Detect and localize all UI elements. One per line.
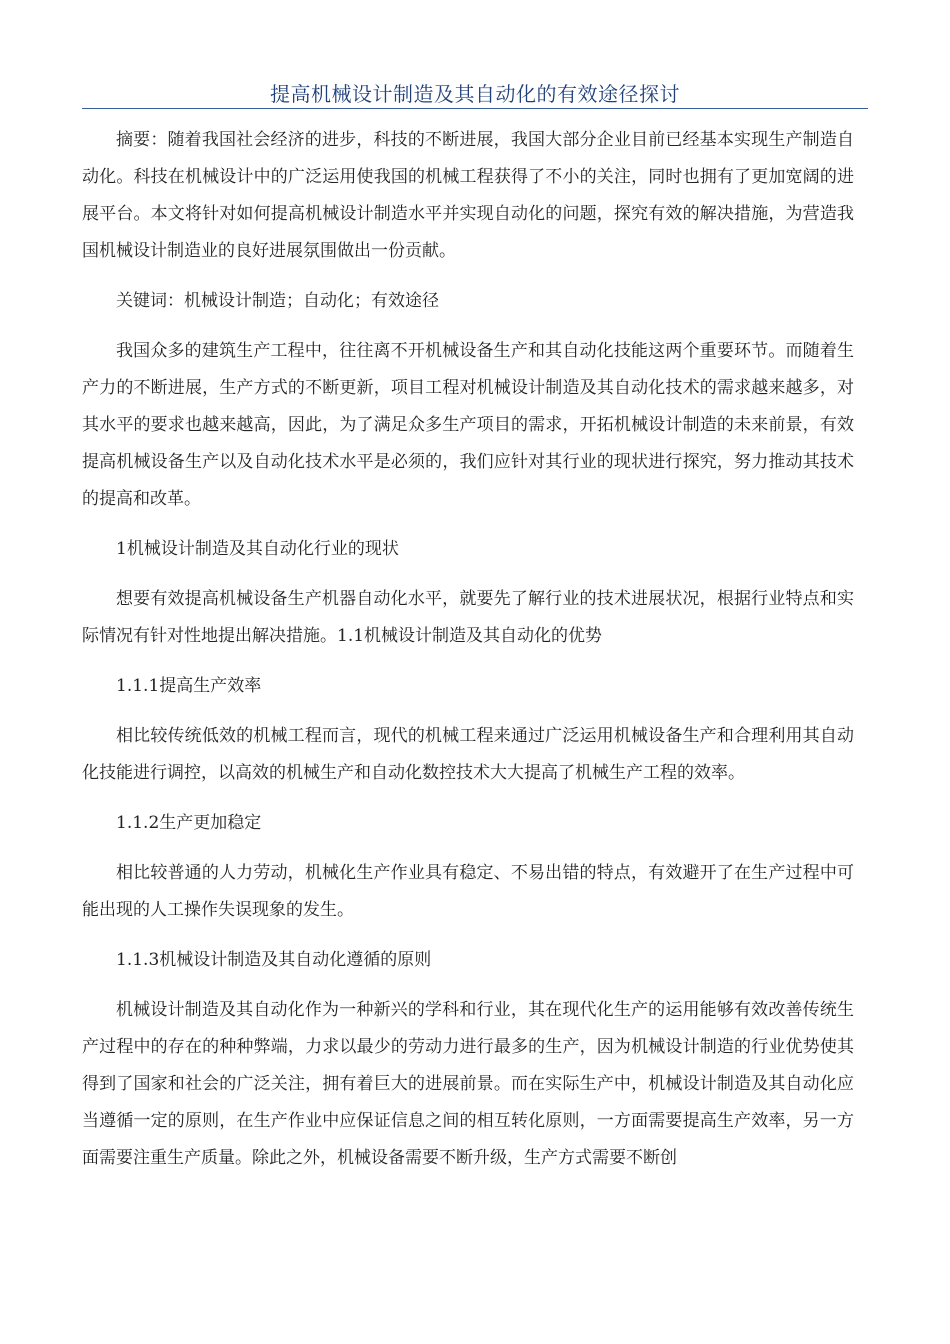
intro-paragraph: 我国众多的建筑生产工程中，往往离不开机械设备生产和其自动化技能这两个重要环节。而随着生产力的不断进展，生产方式的不断更新，项目工程对机械设计制造及其自动化技术的需求越来越多，对其水平的要求也越来越高，因此，为了满足众多生产项目的需求，开拓机械设计制造的未来前景，有效提高机械设备生产以及自动化技术水平是必须的，我们应针对其行业的现状进行探究，努力推动其技术的提高和改革。 bbox=[82, 341, 854, 509]
document-title: 提高机械设计制造及其自动化的有效途径探讨 bbox=[270, 82, 680, 106]
section-1-1-2-paragraph: 相比较普通的人力劳动，机械化生产作业具有稳定、不易出错的特点，有效避开了在生产过程中可能出现的人工操作失误现象的发生。 bbox=[82, 863, 854, 920]
section-1-paragraph: 想要有效提高机械设备生产机器自动化水平，就要先了解行业的技术进展状况，根据行业特点和实际情况有针对性地提出解决措施。1.1机械设计制造及其自动化的优势 bbox=[82, 589, 854, 646]
keywords-paragraph: 关键词：机械设计制造；自动化；有效途径 bbox=[116, 291, 439, 311]
section-1-1-3-paragraph: 机械设计制造及其自动化作为一种新兴的学科和行业，其在现代化生产的运用能够有效改善传统生产过程中的存在的种种弊端，力求以最少的劳动力进行最多的生产，因为机械设计制造的行业优势使其得到了国家和社会的广泛关注，拥有着巨大的进展前景。而在实际生产中，机械设计制造及其自动化应当遵循一定的原则，在生产作业中应保证信息之间的相互转化原则，一方面需要提高生产效率，另一方面需要注重生产质量。除此之外，机械设备需要不断升级，生产方式需要不断创 bbox=[82, 1000, 854, 1168]
abstract-paragraph: 摘要：随着我国社会经济的进步，科技的不断进展，我国大部分企业目前已经基本实现生产制造自动化。科技在机械设计中的广泛运用使我国的机械工程获得了不小的关注，同时也拥有了更加宽阔的进展平台。本文将针对如何提高机械设计制造水平并实现自动化的问题，探究有效的解决措施，为营造我国机械设计制造业的良好进展氛围做出一份贡献。 bbox=[82, 130, 854, 261]
section-heading-1: 1机械设计制造及其自动化行业的现状 bbox=[116, 539, 399, 559]
section-heading-1-1-1: 1.1.1提高生产效率 bbox=[116, 676, 262, 696]
document-body bbox=[82, 122, 854, 1190]
section-heading-1-1-2: 1.1.2生产更加稳定 bbox=[116, 813, 262, 833]
section-1-1-1-paragraph: 相比较传统低效的机械工程而言，现代的机械工程来通过广泛运用机械设备生产和合理利用其自动化技能进行调控，以高效的机械生产和自动化数控技术大大提高了机械生产工程的效率。 bbox=[82, 726, 854, 783]
section-heading-1-1-3: 1.1.3机械设计制造及其自动化遵循的原则 bbox=[116, 950, 432, 970]
title-divider bbox=[82, 108, 868, 109]
